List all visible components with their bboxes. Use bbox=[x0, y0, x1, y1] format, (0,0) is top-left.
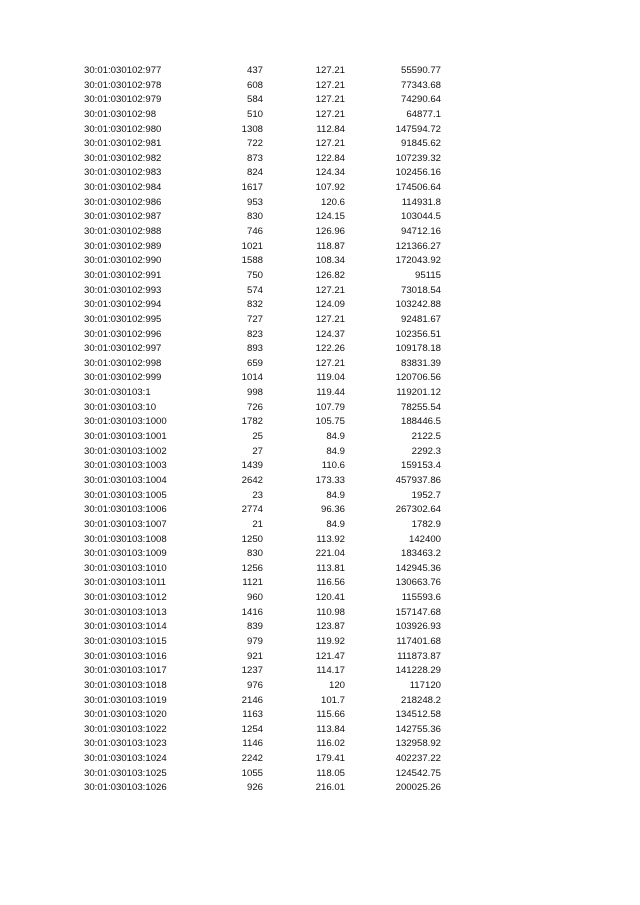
amount-cell: 95115 bbox=[415, 269, 441, 281]
table-row bbox=[0, 210, 640, 225]
table-row bbox=[0, 298, 640, 313]
rate-cell: 124.09 bbox=[315, 299, 345, 311]
cadastral-number-cell: 30:01:030102:996 bbox=[84, 328, 162, 340]
amount-cell: 107239.32 bbox=[395, 152, 441, 164]
amount-cell: 102356.51 bbox=[395, 328, 441, 340]
cadastral-number-cell: 30:01:030103:1025 bbox=[84, 767, 167, 779]
amount-cell: 200025.26 bbox=[395, 782, 441, 794]
table-row bbox=[0, 503, 640, 518]
quantity-cell: 746 bbox=[246, 226, 263, 238]
rate-cell: 124.15 bbox=[315, 211, 345, 223]
quantity-cell: 1021 bbox=[241, 240, 263, 252]
quantity-cell: 960 bbox=[246, 592, 263, 604]
rate-cell: 124.37 bbox=[315, 328, 345, 340]
rate-cell: 113.81 bbox=[316, 562, 345, 574]
amount-cell: 103044.5 bbox=[400, 211, 441, 223]
amount-cell: 147594.72 bbox=[395, 123, 441, 135]
rate-cell: 221.04 bbox=[315, 548, 345, 560]
quantity-cell: 998 bbox=[246, 387, 263, 399]
cadastral-number-cell: 30:01:030102:987 bbox=[84, 211, 162, 223]
table-row bbox=[0, 606, 640, 621]
rate-cell: 122.26 bbox=[315, 343, 345, 355]
cadastral-number-cell: 30:01:030103:1017 bbox=[84, 665, 167, 677]
amount-cell: 132958.92 bbox=[395, 738, 441, 750]
amount-cell: 103242.88 bbox=[395, 299, 441, 311]
quantity-cell: 926 bbox=[246, 782, 263, 794]
rate-cell: 127.21 bbox=[315, 108, 345, 120]
table-row bbox=[0, 474, 640, 489]
rate-cell: 84.9 bbox=[326, 489, 345, 501]
table-row bbox=[0, 708, 640, 723]
table-row bbox=[0, 386, 640, 401]
table-row bbox=[0, 694, 640, 709]
rate-cell: 113.92 bbox=[316, 533, 345, 545]
quantity-cell: 1416 bbox=[241, 606, 263, 618]
quantity-cell: 823 bbox=[246, 328, 263, 340]
table-row bbox=[0, 225, 640, 240]
cadastral-number-cell: 30:01:030102:993 bbox=[84, 284, 162, 296]
table-row bbox=[0, 737, 640, 752]
cadastral-number-cell: 30:01:030102:999 bbox=[84, 372, 162, 384]
table-row bbox=[0, 313, 640, 328]
table-row bbox=[0, 576, 640, 591]
table-row bbox=[0, 752, 640, 767]
table-row bbox=[0, 518, 640, 533]
cadastral-number-cell: 30:01:030103:1003 bbox=[84, 460, 167, 472]
table-row bbox=[0, 64, 640, 79]
quantity-cell: 1439 bbox=[241, 460, 263, 472]
cadastral-number-cell: 30:01:030102:979 bbox=[84, 94, 162, 106]
quantity-cell: 2642 bbox=[241, 474, 263, 486]
cadastral-number-cell: 30:01:030103:1019 bbox=[84, 694, 167, 706]
amount-cell: 55590.77 bbox=[400, 65, 441, 76]
table-row bbox=[0, 767, 640, 782]
amount-cell: 115593.6 bbox=[401, 592, 441, 604]
amount-cell: 457937.86 bbox=[395, 474, 441, 486]
cadastral-number-cell: 30:01:030103:1024 bbox=[84, 753, 167, 765]
amount-cell: 109178.18 bbox=[395, 343, 441, 355]
rate-cell: 84.9 bbox=[326, 431, 345, 443]
amount-cell: 157147.68 bbox=[395, 606, 441, 618]
rate-cell: 126.82 bbox=[315, 269, 345, 281]
table-row bbox=[0, 723, 640, 738]
cadastral-number-cell: 30:01:030103:1018 bbox=[84, 679, 167, 691]
table-row bbox=[0, 591, 640, 606]
rate-cell: 101.7 bbox=[320, 694, 345, 706]
table-row bbox=[0, 679, 640, 694]
amount-cell: 92481.67 bbox=[400, 313, 441, 325]
table-row bbox=[0, 445, 640, 460]
cadastral-number-cell: 30:01:030103:1014 bbox=[84, 621, 167, 633]
quantity-cell: 2146 bbox=[241, 694, 263, 706]
quantity-cell: 2242 bbox=[241, 753, 263, 765]
table-row bbox=[0, 269, 640, 284]
rate-cell: 127.21 bbox=[315, 65, 345, 76]
amount-cell: 172043.92 bbox=[395, 255, 441, 267]
cadastral-number-cell: 30:01:030103:1007 bbox=[84, 518, 167, 530]
rate-cell: 113.84 bbox=[316, 723, 345, 735]
quantity-cell: 921 bbox=[246, 650, 263, 662]
amount-cell: 78255.54 bbox=[400, 401, 441, 413]
quantity-cell: 893 bbox=[246, 343, 263, 355]
table-row bbox=[0, 254, 640, 269]
cadastral-number-cell: 30:01:030102:988 bbox=[84, 226, 162, 238]
amount-cell: 174506.64 bbox=[395, 182, 441, 194]
cadastral-number-cell: 30:01:030102:986 bbox=[84, 196, 162, 208]
table-row bbox=[0, 650, 640, 665]
quantity-cell: 659 bbox=[246, 357, 263, 369]
rate-cell: 96.36 bbox=[320, 504, 345, 516]
amount-cell: 134512.58 bbox=[395, 709, 441, 721]
table-row bbox=[0, 620, 640, 635]
table-row bbox=[0, 181, 640, 196]
table-row bbox=[0, 371, 640, 386]
cadastral-number-cell: 30:01:030103:1005 bbox=[84, 489, 167, 501]
table-row bbox=[0, 328, 640, 343]
table-row bbox=[0, 489, 640, 504]
amount-cell: 117120 bbox=[409, 679, 441, 691]
amount-cell: 2292.3 bbox=[411, 445, 441, 457]
amount-cell: 218248.2 bbox=[400, 694, 441, 706]
quantity-cell: 574 bbox=[246, 284, 263, 296]
amount-cell: 73018.54 bbox=[400, 284, 441, 296]
cadastral-number-cell: 30:01:030102:989 bbox=[84, 240, 162, 252]
cadastral-number-cell: 30:01:030103:1013 bbox=[84, 606, 167, 618]
rate-cell: 123.87 bbox=[315, 621, 345, 633]
table-row bbox=[0, 357, 640, 372]
quantity-cell: 824 bbox=[246, 167, 263, 179]
rate-cell: 119.04 bbox=[316, 372, 345, 384]
amount-cell: 111873.87 bbox=[397, 650, 441, 662]
amount-cell: 102456.16 bbox=[395, 167, 441, 179]
quantity-cell: 1308 bbox=[241, 123, 263, 135]
cadastral-number-cell: 30:01:030102:981 bbox=[84, 138, 162, 150]
amount-cell: 1782.9 bbox=[411, 518, 441, 530]
quantity-cell: 830 bbox=[246, 548, 263, 560]
table-row bbox=[0, 430, 640, 445]
amount-cell: 1952.7 bbox=[411, 489, 441, 501]
quantity-cell: 1782 bbox=[241, 416, 263, 428]
amount-cell: 119201.12 bbox=[396, 387, 441, 399]
table-row bbox=[0, 123, 640, 138]
cadastral-number-cell: 30:01:030103:1022 bbox=[84, 723, 167, 735]
table-row bbox=[0, 284, 640, 299]
cadastral-number-cell: 30:01:030103:1000 bbox=[84, 416, 167, 428]
table-row bbox=[0, 79, 640, 94]
table-row bbox=[0, 562, 640, 577]
quantity-cell: 873 bbox=[246, 152, 263, 164]
amount-cell: 103926.93 bbox=[395, 621, 441, 633]
amount-cell: 142400 bbox=[408, 533, 441, 545]
cadastral-number-cell: 30:01:030103:1011 bbox=[84, 577, 166, 589]
cadastral-number-cell: 30:01:030102:980 bbox=[84, 123, 162, 135]
amount-cell: 142945.36 bbox=[395, 562, 441, 574]
rate-cell: 84.9 bbox=[326, 518, 345, 530]
rate-cell: 105.75 bbox=[315, 416, 345, 428]
rate-cell: 119.44 bbox=[316, 387, 345, 399]
rate-cell: 112.84 bbox=[316, 123, 345, 135]
amount-cell: 159153.4 bbox=[400, 460, 441, 472]
quantity-cell: 1121 bbox=[242, 577, 263, 589]
quantity-cell: 839 bbox=[246, 621, 263, 633]
quantity-cell: 1163 bbox=[242, 709, 263, 721]
rate-cell: 107.79 bbox=[315, 401, 345, 413]
table-row bbox=[0, 137, 640, 152]
cadastral-number-cell: 30:01:030102:98 bbox=[84, 108, 157, 120]
rate-cell: 127.21 bbox=[315, 79, 345, 91]
table-row bbox=[0, 664, 640, 679]
cadastral-number-cell: 30:01:030102:990 bbox=[84, 255, 162, 267]
quantity-cell: 584 bbox=[246, 94, 263, 106]
quantity-cell: 23 bbox=[252, 489, 263, 501]
rate-cell: 127.21 bbox=[315, 94, 345, 106]
table-row bbox=[0, 93, 640, 108]
amount-cell: 77343.68 bbox=[400, 79, 441, 91]
quantity-cell: 1014 bbox=[241, 372, 263, 384]
cadastral-number-cell: 30:01:030102:984 bbox=[84, 182, 162, 194]
quantity-cell: 1588 bbox=[241, 255, 263, 267]
amount-cell: 114931.8 bbox=[401, 196, 441, 208]
rate-cell: 107.92 bbox=[315, 182, 345, 194]
quantity-cell: 750 bbox=[246, 269, 263, 281]
table-row bbox=[0, 108, 640, 123]
rate-cell: 127.21 bbox=[315, 313, 345, 325]
amount-cell: 142755.36 bbox=[395, 723, 441, 735]
quantity-cell: 1617 bbox=[241, 182, 263, 194]
cadastral-number-cell: 30:01:030103:1002 bbox=[84, 445, 167, 457]
quantity-cell: 953 bbox=[246, 196, 263, 208]
quantity-cell: 1256 bbox=[241, 562, 263, 574]
cadastral-number-cell: 30:01:030102:983 bbox=[84, 167, 162, 179]
rate-cell: 122.84 bbox=[315, 152, 345, 164]
rate-cell: 121.47 bbox=[315, 650, 345, 662]
amount-cell: 117401.68 bbox=[396, 635, 441, 647]
cadastral-number-cell: 30:01:030103:1010 bbox=[84, 562, 167, 574]
table-row bbox=[0, 781, 640, 796]
table-row bbox=[0, 415, 640, 430]
amount-cell: 121366.27 bbox=[395, 240, 441, 252]
table-row bbox=[0, 342, 640, 357]
quantity-cell: 1237 bbox=[241, 665, 263, 677]
rate-cell: 126.96 bbox=[315, 226, 345, 238]
rate-cell: 127.21 bbox=[315, 357, 345, 369]
quantity-cell: 1146 bbox=[242, 738, 263, 750]
cadastral-number-cell: 30:01:030103:1006 bbox=[84, 504, 167, 516]
cadastral-number-cell: 30:01:030103:1 bbox=[84, 387, 151, 399]
table-row bbox=[0, 459, 640, 474]
cadastral-number-cell: 30:01:030103:1016 bbox=[84, 650, 167, 662]
quantity-cell: 722 bbox=[246, 138, 263, 150]
rate-cell: 108.34 bbox=[315, 255, 345, 267]
amount-cell: 91845.62 bbox=[400, 138, 441, 150]
quantity-cell: 437 bbox=[246, 65, 263, 76]
rate-cell: 110.98 bbox=[316, 606, 345, 618]
quantity-cell: 979 bbox=[246, 635, 263, 647]
rate-cell: 84.9 bbox=[326, 445, 345, 457]
quantity-cell: 830 bbox=[246, 211, 263, 223]
rate-cell: 127.21 bbox=[315, 284, 345, 296]
table-row bbox=[0, 635, 640, 650]
quantity-cell: 976 bbox=[246, 679, 263, 691]
amount-cell: 188446.5 bbox=[400, 416, 441, 428]
cadastral-number-cell: 30:01:030103:1008 bbox=[84, 533, 167, 545]
rate-cell: 216.01 bbox=[315, 782, 345, 794]
cadastral-number-cell: 30:01:030102:995 bbox=[84, 313, 162, 325]
quantity-cell: 1250 bbox=[241, 533, 263, 545]
amount-cell: 141228.29 bbox=[395, 665, 441, 677]
cadastral-number-cell: 30:01:030103:10 bbox=[84, 401, 157, 413]
amount-cell: 183463.2 bbox=[400, 548, 441, 560]
quantity-cell: 21 bbox=[252, 518, 263, 530]
cadastral-number-cell: 30:01:030103:1012 bbox=[84, 592, 167, 604]
cadastral-number-cell: 30:01:030102:994 bbox=[84, 299, 162, 311]
quantity-cell: 27 bbox=[252, 445, 263, 457]
cadastral-number-cell: 30:01:030103:1015 bbox=[84, 635, 167, 647]
cadastral-number-cell: 30:01:030102:997 bbox=[84, 343, 162, 355]
amount-cell: 124542.75 bbox=[395, 767, 441, 779]
quantity-cell: 832 bbox=[246, 299, 263, 311]
table-row bbox=[0, 166, 640, 181]
rate-cell: 118.87 bbox=[316, 240, 345, 252]
table-row bbox=[0, 240, 640, 255]
rate-cell: 116.56 bbox=[316, 577, 345, 589]
table-row bbox=[0, 196, 640, 211]
table-row bbox=[0, 152, 640, 167]
rate-cell: 173.33 bbox=[315, 474, 345, 486]
cadastral-number-cell: 30:01:030103:1009 bbox=[84, 548, 167, 560]
rate-cell: 114.17 bbox=[316, 665, 345, 677]
cadastral-number-cell: 30:01:030103:1001 bbox=[84, 431, 167, 443]
rate-cell: 120.41 bbox=[315, 592, 345, 604]
cadastral-number-cell: 30:01:030102:998 bbox=[84, 357, 162, 369]
cadastral-number-cell: 30:01:030102:978 bbox=[84, 79, 162, 91]
quantity-cell: 25 bbox=[252, 431, 263, 443]
rate-cell: 116.02 bbox=[316, 738, 345, 750]
amount-cell: 74290.64 bbox=[400, 94, 441, 106]
cadastral-number-cell: 30:01:030102:991 bbox=[84, 269, 162, 281]
rate-cell: 110.6 bbox=[321, 460, 345, 472]
amount-cell: 130663.76 bbox=[395, 577, 441, 589]
quantity-cell: 2774 bbox=[241, 504, 263, 516]
quantity-cell: 727 bbox=[246, 313, 263, 325]
cadastral-number-cell: 30:01:030103:1023 bbox=[84, 738, 167, 750]
rate-cell: 119.92 bbox=[316, 635, 345, 647]
amount-cell: 83831.39 bbox=[400, 357, 441, 369]
quantity-cell: 1055 bbox=[241, 767, 263, 779]
amount-cell: 267302.64 bbox=[395, 504, 441, 516]
rate-cell: 118.05 bbox=[316, 767, 345, 779]
rate-cell: 120.6 bbox=[320, 196, 345, 208]
quantity-cell: 510 bbox=[246, 108, 263, 120]
quantity-cell: 608 bbox=[246, 79, 263, 91]
table-row bbox=[0, 533, 640, 548]
table-row bbox=[0, 547, 640, 562]
rate-cell: 179.41 bbox=[315, 753, 345, 765]
quantity-cell: 1254 bbox=[241, 723, 263, 735]
cadastral-number-cell: 30:01:030102:977 bbox=[84, 65, 162, 76]
cadastral-number-cell: 30:01:030103:1020 bbox=[84, 709, 167, 721]
cadastral-number-cell: 30:01:030102:982 bbox=[84, 152, 162, 164]
amount-cell: 94712.16 bbox=[400, 226, 441, 238]
rate-cell: 120 bbox=[328, 679, 345, 691]
data-table bbox=[0, 64, 640, 796]
amount-cell: 120706.56 bbox=[395, 372, 441, 384]
amount-cell: 2122.5 bbox=[411, 431, 441, 443]
amount-cell: 402237.22 bbox=[395, 753, 441, 765]
cadastral-number-cell: 30:01:030103:1026 bbox=[84, 782, 167, 794]
amount-cell: 64877.1 bbox=[406, 108, 441, 120]
quantity-cell: 726 bbox=[246, 401, 263, 413]
rate-cell: 124.34 bbox=[315, 167, 345, 179]
cadastral-number-cell: 30:01:030103:1004 bbox=[84, 474, 167, 486]
rate-cell: 127.21 bbox=[315, 138, 345, 150]
table-row bbox=[0, 401, 640, 416]
rate-cell: 115.66 bbox=[316, 709, 345, 721]
